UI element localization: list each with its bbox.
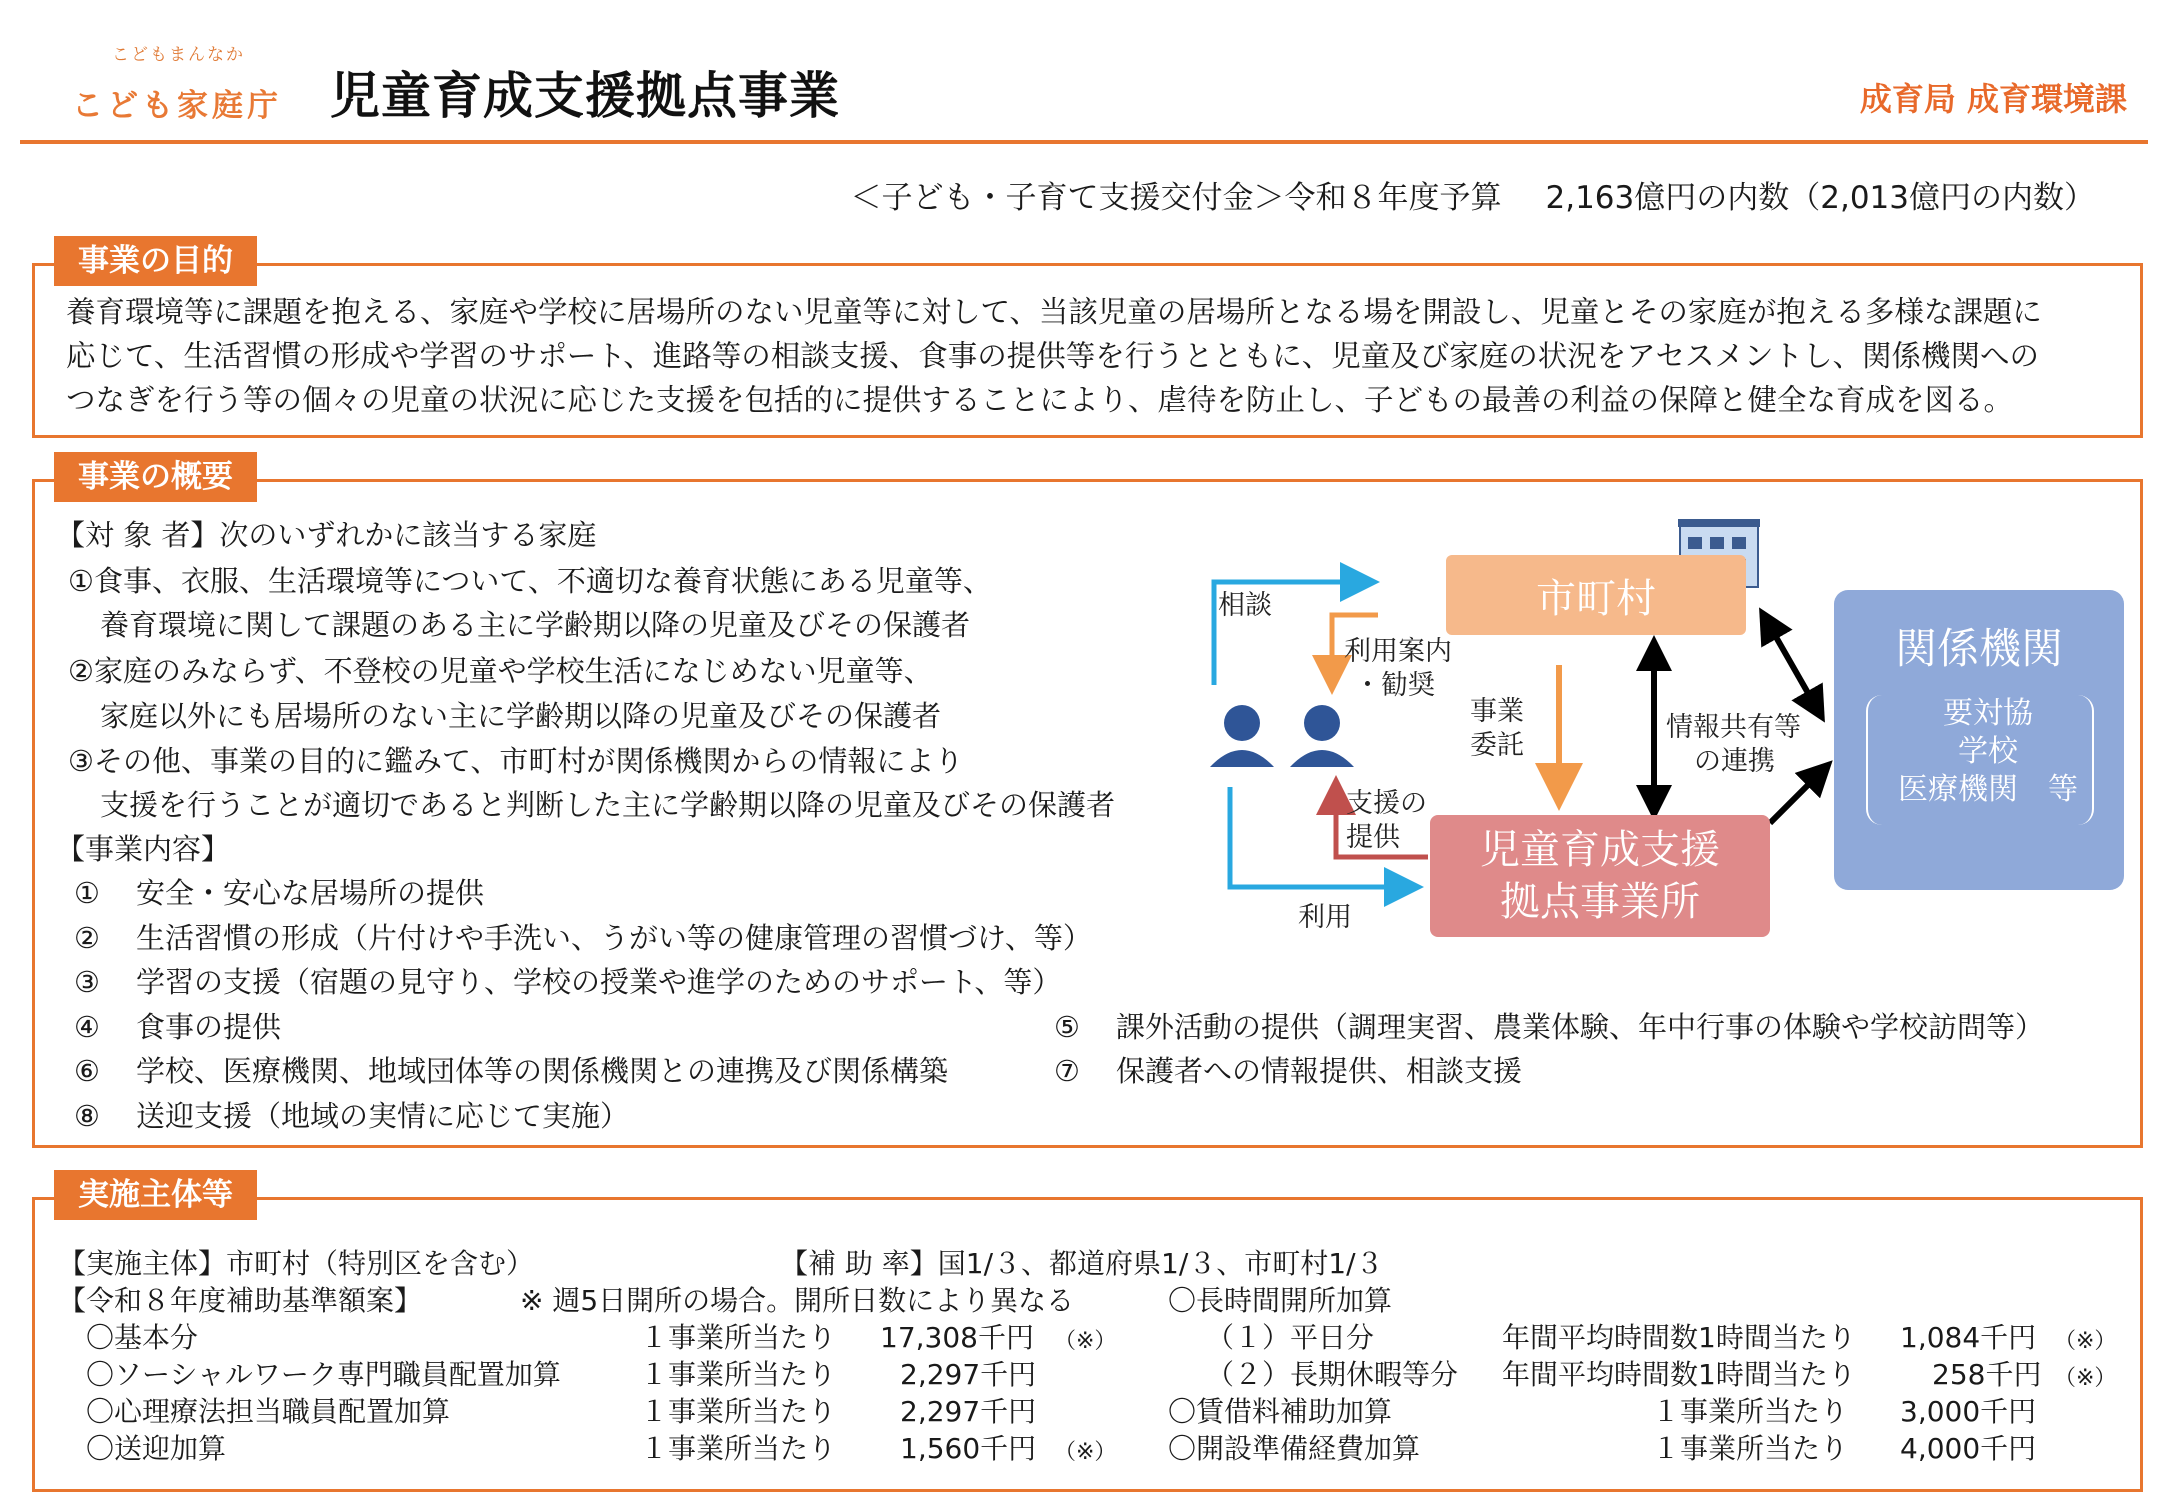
target-header: 【対 象 者】次のいずれかに該当する家庭 xyxy=(56,518,597,552)
allowance-amount: 2,297千円 xyxy=(900,1395,1037,1428)
allowance-amount: 258千円 xyxy=(1932,1358,2042,1391)
flow-diagram xyxy=(1190,505,2150,935)
support-label-1: 支援の xyxy=(1346,788,1427,819)
purpose-line: つなぎを行う等の個々の児童の状況に応じた支援を包括的に提供することにより、虐待を防止し、子どもの最善の利益の保障と健全な育成を図る。 xyxy=(66,383,2014,417)
content-item-num: ⑦ xyxy=(1054,1054,1080,1088)
consult-label: 相談 xyxy=(1218,590,1272,621)
content-item-num: ① xyxy=(74,876,100,910)
content-item: 学習の支援（宿題の見守り、学校の授業や進学のためのサポート、等） xyxy=(136,965,1062,999)
municipality-agency-arrow xyxy=(1768,623,1816,707)
header-divider xyxy=(20,140,2148,144)
agency-item: 医療機関 等 xyxy=(1898,772,2078,807)
allowance-unit: １事業所当たり xyxy=(640,1432,837,1465)
overview-section-label: 事業の概要 xyxy=(54,452,257,502)
allowance-name: 〇賃借料補助加算 xyxy=(1168,1395,1393,1428)
allowance-unit: １事業所当たり xyxy=(640,1358,837,1391)
agency-item: 要対協 xyxy=(1943,696,2033,731)
allowance-unit: １事業所当たり xyxy=(1652,1432,1849,1465)
budget-label: ＜子ども・子育て支援交付金＞令和８年度予算 xyxy=(850,180,1502,216)
related-agencies-title: 関係機関 xyxy=(1894,624,2063,673)
agency-item: 学校 xyxy=(1958,734,2018,769)
allowance-unit: 年間平均時間数1時間当たり xyxy=(1502,1321,1856,1354)
support-center-label-2: 拠点事業所 xyxy=(1500,879,1700,925)
allowance-unit: 年間平均時間数1時間当たり xyxy=(1502,1358,1856,1391)
budget-line xyxy=(851,172,2096,217)
allowance-name: 〇基本分 xyxy=(86,1321,199,1354)
logo-tagline: こどもまんなか xyxy=(112,45,245,65)
target-item: 支援を行うことが適切であると判断した主に学齢期以降の児童及びその保護者 xyxy=(100,788,1116,822)
target-item: ③その他、事業の目的に鑑みて、市町村が関係機関からの情報により xyxy=(68,744,964,778)
purpose-line: 応じて、生活習慣の形成や学習のサポート、進路等の相談支援、食事の提供等を行うとともに、児童及び家庭の状況をアセスメントし、関係機関への xyxy=(66,339,2039,373)
content-item-num: ⑥ xyxy=(74,1054,100,1088)
subsidy-rate: 【補 助 率】国1/３、都道府県1/３、市町村1/３ xyxy=(780,1247,1384,1280)
content-item-num: ⑤ xyxy=(1054,1010,1080,1044)
content-item-num: ② xyxy=(74,921,100,955)
standard-note: ※ 週5日開所の場合。開所日数により異なる xyxy=(520,1284,1075,1317)
allowance-name: （１）平日分 xyxy=(1206,1321,1375,1354)
standard-header: 【令和８年度補助基準額案】 xyxy=(58,1284,423,1317)
allowance-amount: 3,000千円 xyxy=(1900,1395,2037,1428)
allowance-unit: １事業所当たり xyxy=(1652,1395,1849,1428)
allowance-amount: 1,084千円 xyxy=(1900,1321,2037,1354)
related-agencies-box xyxy=(1834,590,2124,890)
guidance-label-1: 利用案内 xyxy=(1344,636,1452,667)
content-item: 食事の提供 xyxy=(136,1010,282,1044)
allowance-mark: （※） xyxy=(2054,1329,2117,1354)
allowance-mark: （※） xyxy=(1054,1440,1117,1465)
related-agencies-list xyxy=(1866,695,2094,825)
commission-label-1: 事業 xyxy=(1470,696,1524,727)
center-agency-arrow xyxy=(1770,773,1820,823)
municipality-box: 市町村 xyxy=(1446,555,1746,635)
purpose-text xyxy=(66,290,2126,422)
allowance-name: 〇開設準備経費加算 xyxy=(1168,1432,1421,1465)
department-label: 成育局 成育環境課 xyxy=(1859,80,2127,118)
allowance-amount: 2,297千円 xyxy=(900,1358,1037,1391)
use-label: 利用 xyxy=(1298,902,1352,933)
allowance-name: （２）長期休暇等分 xyxy=(1206,1358,1459,1391)
allowance-name: 〇心理療法担当職員配置加算 xyxy=(86,1395,451,1428)
content-item: 安全・安心な居場所の提供 xyxy=(136,876,485,910)
long-hours-header: 〇長時間開所加算 xyxy=(1168,1284,1393,1317)
child-person-icon xyxy=(1210,705,1274,767)
target-item: 家庭以外にも居場所のない主に学齢期以降の児童及びその保護者 xyxy=(100,699,942,733)
page-title: 児童育成支援拠点事業 xyxy=(330,67,840,125)
allowance-unit: １事業所当たり xyxy=(640,1395,837,1428)
allowance-name: 〇送迎加算 xyxy=(86,1432,227,1465)
allowance-amount: 1,560千円 xyxy=(900,1432,1037,1465)
support-label-2: 提供 xyxy=(1346,822,1400,853)
support-center-label-1: 児童育成支援 xyxy=(1480,827,1720,873)
content-item: 生活習慣の形成（片付けや手洗い、うがい等の健康管理の習慣づけ、等） xyxy=(136,921,1092,955)
content-header: 【事業内容】 xyxy=(56,832,231,866)
parent-person-icon xyxy=(1290,705,1354,767)
allowance-unit: １事業所当たり xyxy=(640,1321,837,1354)
allowance-mark: （※） xyxy=(1054,1329,1117,1354)
agency-logo: こども家庭庁 xyxy=(72,88,282,124)
support-center-box xyxy=(1430,815,1770,937)
purpose-line: 養育環境等に課題を抱える、家庭や学校に居場所のない児童等に対して、当該児童の居場所となる場を開設し、児童とその家庭が抱える多様な課題に xyxy=(66,295,2042,329)
target-item: ①食事、衣服、生活環境等について、不適切な養育状態にある児童等、 xyxy=(68,564,992,598)
content-item-num: ④ xyxy=(74,1010,100,1044)
info-share-label-1: 情報共有等 xyxy=(1666,712,1801,743)
content-item-num: ③ xyxy=(74,965,100,999)
target-item: ②家庭のみならず、不登校の児童や学校生活になじめない児童等、 xyxy=(68,654,933,688)
allowance-amount: 17,308千円 xyxy=(880,1321,1034,1354)
purpose-section-label: 事業の目的 xyxy=(54,236,257,286)
guidance-label-2: ・勧奨 xyxy=(1354,670,1435,701)
content-item: 保護者への情報提供、相談支援 xyxy=(1116,1054,1523,1088)
content-item: 学校、医療機関、地域団体等の関係機関との連携及び関係構築 xyxy=(136,1054,949,1088)
allowance-name: 〇ソーシャルワーク専門職員配置加算 xyxy=(86,1358,561,1391)
target-item: 養育環境に関して課題のある主に学齢期以降の児童及びその保護者 xyxy=(100,608,971,642)
commission-label-2: 委託 xyxy=(1470,730,1524,761)
implementation-section-label: 実施主体等 xyxy=(54,1170,257,1220)
info-share-label-2: の連携 xyxy=(1694,746,1775,777)
content-item-num: ⑧ xyxy=(74,1099,100,1133)
implementing-entity: 【実施主体】市町村（特別区を含む） xyxy=(58,1247,535,1280)
allowance-mark: （※） xyxy=(2054,1366,2117,1391)
content-item: 送迎支援（地域の実情に応じて実施） xyxy=(136,1099,630,1133)
budget-amount: 2,163億円の内数（2,013億円の内数） xyxy=(1545,180,2095,216)
allowance-amount: 4,000千円 xyxy=(1900,1432,2037,1465)
content-item: 課外活動の提供（調理実習、農業体験、年中行事の体験や学校訪問等） xyxy=(1116,1010,2045,1044)
